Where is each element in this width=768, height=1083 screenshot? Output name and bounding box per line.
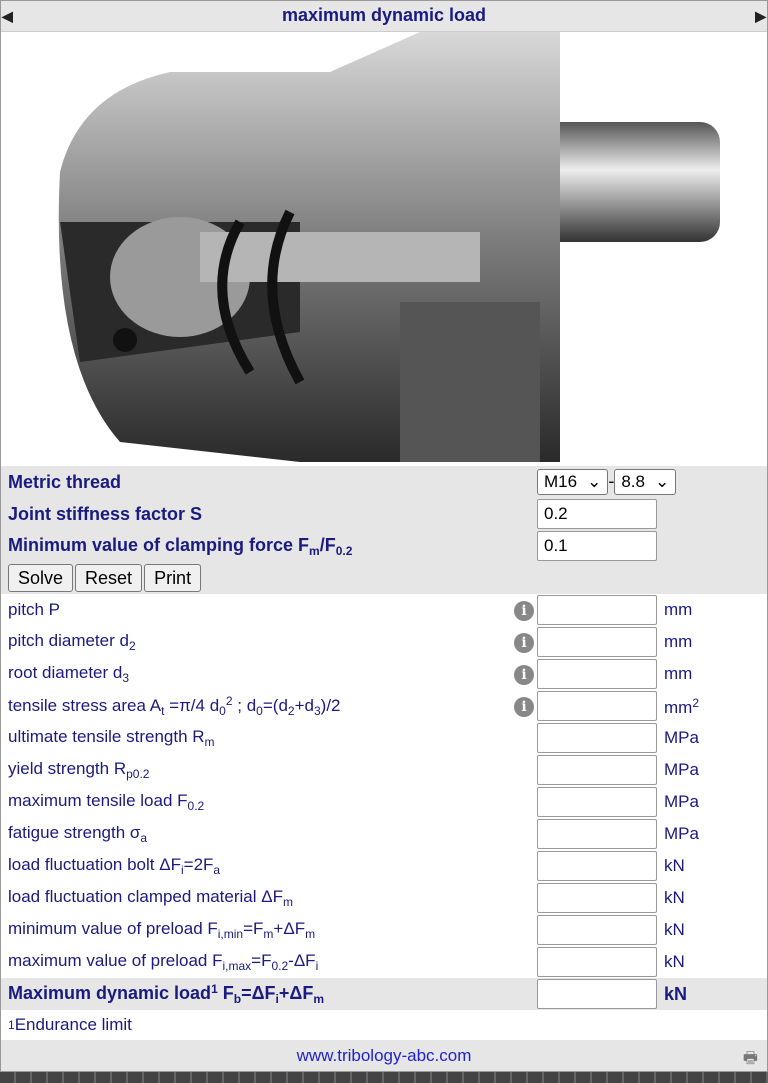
collapse-left-icon[interactable]: ◀: [2, 8, 13, 24]
subscript: i: [180, 863, 184, 877]
result-row: [0, 882, 768, 914]
subscript: 0.2: [187, 799, 205, 813]
label-text: =ΔF: [241, 983, 276, 1003]
unit-label: [664, 696, 699, 718]
solve-button[interactable]: Solve: [8, 564, 73, 592]
unit-text: mm: [664, 600, 693, 619]
unit-text: mm: [664, 664, 693, 683]
result-output-field[interactable]: [537, 883, 657, 913]
unit-label: [664, 760, 699, 780]
label-text: pitch diameter d: [8, 631, 129, 650]
unit-label: [664, 632, 692, 652]
result-row: [0, 626, 768, 658]
label-text: root diameter d: [8, 663, 123, 682]
thread-separator: -: [608, 471, 615, 491]
subscript: 2: [287, 704, 295, 718]
unit-text: MPa: [664, 760, 699, 779]
label-text: yield strength R: [8, 759, 127, 778]
page-title: maximum dynamic load: [281, 5, 487, 25]
unit-text: mm: [664, 632, 693, 651]
thread-size-value: M16: [544, 472, 578, 491]
unit-text: kN: [664, 984, 688, 1004]
result-output-field[interactable]: [537, 819, 657, 849]
joint-stiffness-label: Joint stiffness factor S: [8, 503, 203, 524]
label-text: =F: [243, 919, 264, 938]
unit-label: [664, 600, 692, 620]
label-text: minimum value of preload F: [8, 919, 218, 938]
label-text: Minimum value of clamping force F: [8, 534, 310, 555]
unit-text: MPa: [664, 792, 699, 811]
subscript: 0: [219, 704, 226, 718]
result-row: [0, 594, 768, 626]
label-text: pitch P: [8, 600, 60, 619]
result-output-field[interactable]: [537, 787, 657, 817]
website-link[interactable]: www.tribology-abc.com: [296, 1046, 472, 1065]
label-text: =2F: [183, 855, 214, 874]
label-text: =π/4 d: [164, 696, 220, 715]
subscript: t: [161, 704, 165, 718]
subscript: i,min: [217, 927, 244, 941]
result-row: [0, 754, 768, 786]
input-section: [0, 466, 768, 594]
label-text: fatigue strength σ: [8, 823, 141, 842]
label-text: +d: [294, 696, 314, 715]
result-output-field[interactable]: [537, 691, 657, 721]
subscript: m: [283, 895, 293, 909]
unit-label: [664, 792, 699, 812]
superscript: 2: [225, 694, 233, 708]
unit-text: kN: [664, 888, 685, 907]
result-output-field[interactable]: [537, 755, 657, 785]
label-text: load fluctuation bolt ΔF: [8, 855, 181, 874]
subscript: 0.2: [335, 543, 353, 558]
label-text: load fluctuation clamped material ΔF: [8, 887, 283, 906]
expand-right-icon[interactable]: ▶: [755, 8, 766, 24]
label-text: Endurance limit: [14, 1015, 132, 1034]
label-text: -ΔF: [288, 951, 316, 970]
subscript: 0: [256, 704, 263, 718]
result-output-field[interactable]: [537, 659, 657, 689]
result-row: [0, 946, 768, 978]
subscript: a: [140, 831, 148, 845]
result-output-field[interactable]: [537, 627, 657, 657]
result-row: [0, 722, 768, 754]
unit-label: [664, 824, 699, 844]
unit-text: MPa: [664, 824, 699, 843]
label-text: tensile stress area A: [8, 696, 162, 715]
subscript: 3: [313, 704, 321, 718]
subscript: 3: [122, 671, 130, 685]
subscript: a: [213, 863, 221, 877]
unit-label: [664, 728, 699, 748]
subscript: m: [263, 927, 274, 941]
subscript: m: [204, 735, 215, 749]
label-text: ; d: [232, 696, 257, 715]
unit-label: [664, 984, 687, 1005]
property-class-value: 8.8: [621, 472, 645, 491]
unit-label: [664, 856, 685, 876]
label-text: =F: [251, 951, 272, 970]
label-text: maximum value of preload F: [8, 951, 223, 970]
result-row-max-dynamic-load: [0, 978, 768, 1010]
print-icon[interactable]: 🖶: [742, 1050, 758, 1067]
footer: [0, 1040, 768, 1072]
result-row: [0, 786, 768, 818]
reset-button[interactable]: Reset: [75, 564, 142, 592]
label-text: Maximum dynamic load: [8, 983, 212, 1003]
result-output-field[interactable]: [537, 915, 657, 945]
subscript: i,max: [222, 959, 252, 973]
subscript: m: [305, 927, 316, 941]
label-text: )/2: [320, 696, 341, 715]
result-row: [0, 690, 768, 722]
unit-text: mm: [664, 698, 693, 717]
result-output-field[interactable]: [537, 595, 657, 625]
subscript: m: [309, 543, 320, 558]
label-text: /F: [319, 534, 336, 555]
label-text: maximum tensile load F: [8, 791, 188, 810]
result-output-field[interactable]: [537, 947, 657, 977]
subscript: 0.2: [271, 959, 289, 973]
superscript: 1: [211, 982, 218, 996]
result-output-field[interactable]: [537, 723, 657, 753]
label-text: ultimate tensile strength R: [8, 727, 205, 746]
result-output-field[interactable]: [537, 851, 657, 881]
result-row: [0, 850, 768, 882]
subscript: i: [275, 992, 279, 1006]
subscript: p0.2: [126, 767, 150, 781]
result-row: [0, 658, 768, 690]
result-row: [0, 914, 768, 946]
info-icon[interactable]: i: [514, 633, 534, 653]
subscript: m: [313, 992, 325, 1006]
unit-text: kN: [664, 952, 685, 971]
superscript: 1: [8, 1018, 15, 1032]
title-bar: [0, 0, 768, 32]
unit-exponent: 2: [692, 696, 700, 710]
label-text: =(d: [262, 696, 288, 715]
results-section: [0, 594, 768, 1010]
unit-label: [664, 952, 685, 972]
joint-stiffness-input[interactable]: [537, 499, 657, 529]
thread-size-select[interactable]: [537, 469, 608, 495]
unit-text: MPa: [664, 728, 699, 747]
label-text: +ΔF: [278, 983, 314, 1003]
metric-thread-label: Metric thread: [8, 471, 122, 492]
unit-text: kN: [664, 856, 685, 875]
clamping-force-input[interactable]: [537, 531, 657, 561]
unit-label: [664, 664, 692, 684]
subscript: 2: [128, 639, 136, 653]
result-output-field[interactable]: [537, 979, 657, 1009]
property-class-select[interactable]: [614, 469, 676, 495]
print-button[interactable]: Print: [144, 564, 201, 592]
unit-label: [664, 888, 685, 908]
chevron-down-icon: ⌄: [587, 472, 602, 491]
bolted-joint-photo: [0, 32, 768, 466]
bottom-border: [0, 1072, 768, 1083]
info-icon[interactable]: i: [514, 601, 534, 621]
unit-label: [664, 920, 685, 940]
label-text: +ΔF: [273, 919, 306, 938]
unit-text: kN: [664, 920, 685, 939]
subscript: i: [315, 959, 319, 973]
info-icon[interactable]: i: [514, 665, 534, 685]
subscript: b: [233, 992, 242, 1006]
result-row: [0, 818, 768, 850]
footnote: [0, 1010, 768, 1040]
label-text: F: [217, 983, 234, 1003]
chevron-down-icon: ⌄: [654, 472, 670, 491]
info-icon[interactable]: i: [514, 697, 534, 717]
